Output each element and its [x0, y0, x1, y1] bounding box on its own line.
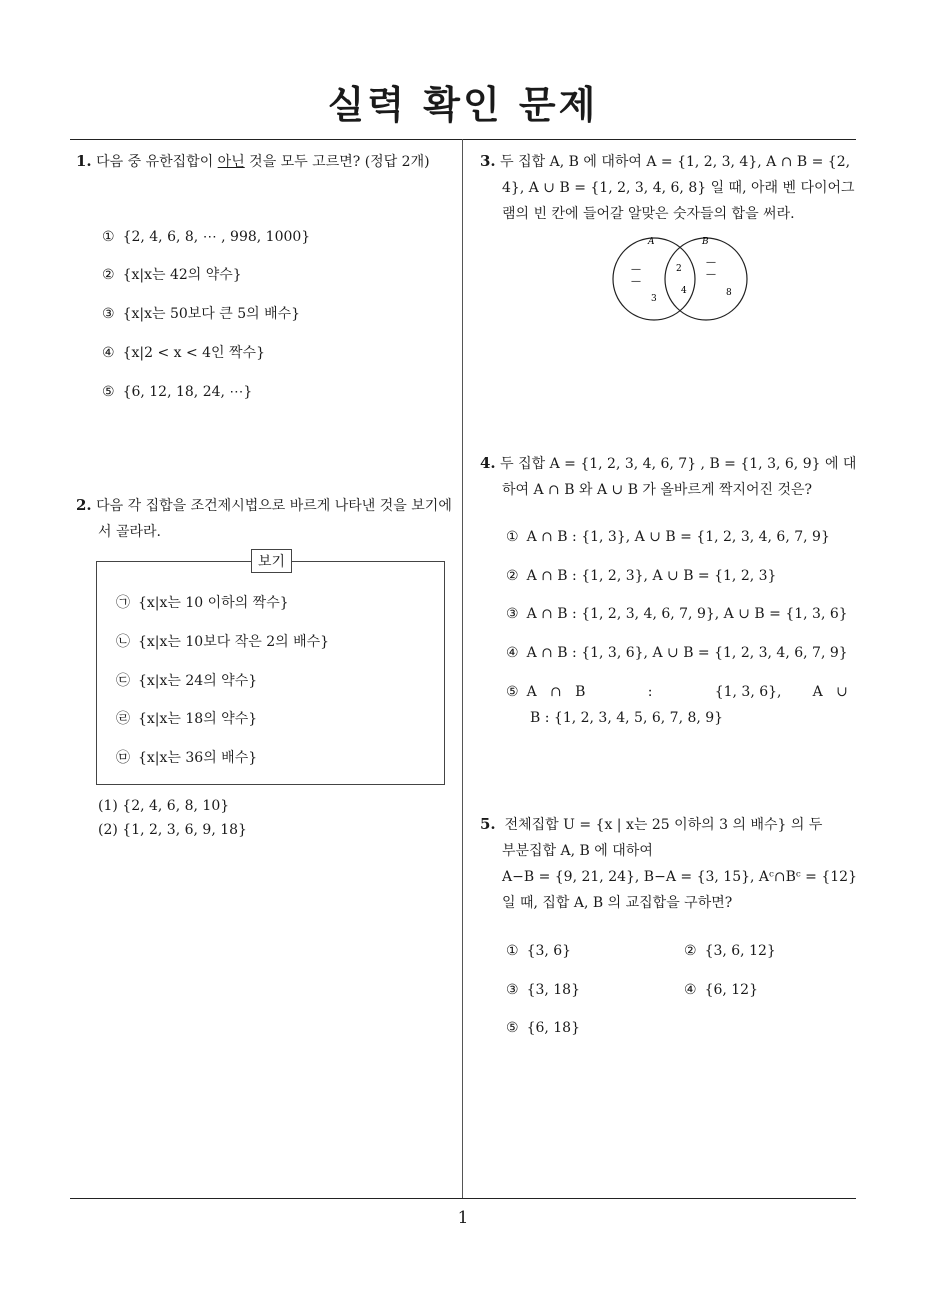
problem-5-line-4: 일 때, 집합 A, B 의 교집합을 구하면?	[502, 895, 733, 911]
problem-4-stem: 4. 두 집합 A = {1, 2, 3, 4, 6, 7} , B = {1, 3, 6, 9} 에 대하여 A ∩ B 와 A ∪ B 가 올바르게 짝지어진 것은?	[480, 454, 857, 498]
page-title: 실력 확인 문제	[327, 83, 599, 127]
problem-5-line-3: A−B = {9, 21, 24}, B−A = {3, 15}, Aᶜ∩Bᶜ = {12}	[502, 869, 857, 885]
venn-circle-a	[613, 238, 695, 320]
problem-5-choice-5[interactable]: ⑤ {6, 18}	[506, 1020, 580, 1036]
problem-4-choice-3[interactable]: ③ A ∩ B : {1, 2, 3, 4, 6, 7, 9}, A ∪ B = {1, 3, 6}	[506, 606, 848, 622]
problem-number: 2.	[76, 496, 92, 514]
answer-line-1: (1) {2, 4, 6, 8, 10}	[98, 798, 230, 814]
venn-blank-b2: —	[706, 269, 716, 280]
venn-blank-a2: —	[631, 276, 641, 287]
problem-1-choice-4[interactable]: ④ {x|2 < x < 4인 짝수}	[102, 345, 265, 361]
problem-5-choice-1[interactable]: ① {3, 6}	[506, 943, 572, 959]
problem-1	[76, 148, 460, 175]
problem-number: 4.	[480, 454, 496, 472]
top-rule	[70, 139, 856, 140]
bogi-label: 보기	[251, 549, 292, 573]
problem-5-line-1: 5. 전체집합 U = {x | x는 25 이하의 3 의 배수} 의 두	[480, 815, 823, 833]
venn-label-b: B	[702, 237, 709, 247]
venn-value-intersection-bottom: 4	[681, 286, 687, 296]
bogi-item-3: ㉢ {x|x는 24의 약수}	[116, 673, 258, 689]
bottom-rule	[70, 1198, 856, 1199]
problem-1-choice-5[interactable]: ⑤ {6, 12, 18, 24, ⋯}	[102, 384, 253, 400]
bogi-item-2: ㉡ {x|x는 10보다 작은 2의 배수}	[116, 634, 330, 650]
problem-2-answers	[98, 794, 247, 842]
venn-label-a: A	[648, 237, 655, 247]
problem-4-choice-2[interactable]: ② A ∩ B : {1, 2, 3}, A ∪ B = {1, 2, 3}	[506, 568, 777, 584]
problem-5-line-2: 부분집합 A, B 에 대하여	[502, 843, 653, 859]
problem-5-choice-3[interactable]: ③ {3, 18}	[506, 982, 580, 998]
venn-value-a-only: 3	[651, 294, 657, 304]
problem-3-stem: 3. 두 집합 A, B 에 대하여 A = {1, 2, 3, 4}, A ∩ B = {2, 4}, A ∪ B = {1, 2, 3, 4, 6, 8} 일 때, 아래 벤 다이어그램의 빈 칸에 들어갈 알맞은 숫자들의 합을 써라.	[480, 152, 855, 222]
venn-value-b-only: 8	[726, 288, 732, 298]
problem-number: 3.	[480, 152, 496, 170]
problem-2-stem: 2. 다음 각 집합을 조건제시법으로 바르게 나타낸 것을 보기에서 골라라.	[76, 496, 452, 540]
problem-number: 5.	[480, 815, 496, 833]
problem-2	[76, 492, 460, 545]
emphasis-underline: 아닌	[217, 154, 245, 170]
problem-1-choice-1[interactable]: ① {2, 4, 6, 8, ⋯ , 998, 1000}	[102, 229, 311, 245]
venn-blank-a1: —	[631, 264, 641, 275]
problem-number: 1.	[76, 152, 92, 170]
page-number: 1	[457, 1208, 469, 1228]
answer-line-2: (2) {1, 2, 3, 6, 9, 18}	[98, 822, 247, 838]
venn-value-intersection-top: 2	[676, 264, 682, 274]
problem-4	[480, 450, 860, 503]
problem-5	[480, 811, 860, 916]
problem-3	[480, 148, 860, 227]
bogi-item-4: ㉣ {x|x는 18의 약수}	[116, 711, 258, 727]
venn-diagram	[600, 230, 760, 325]
problem-1-stem: 1. 다음 중 유한집합이 아닌 것을 모두 고르면? (정답 2개)	[76, 152, 430, 170]
problem-4-choice-5[interactable]: ⑤ A ∩ B : {1, 3, 6}, A ∪	[506, 684, 848, 700]
venn-blank-b1: —	[706, 257, 716, 268]
problem-4-choice-1[interactable]: ① A ∩ B : {1, 3}, A ∪ B = {1, 2, 3, 4, 6, 7, 9}	[506, 529, 830, 545]
problem-5-choice-2[interactable]: ② {3, 6, 12}	[684, 943, 776, 959]
problem-5-choice-4[interactable]: ④ {6, 12}	[684, 982, 758, 998]
bogi-item-5: ㉤ {x|x는 36의 배수}	[116, 750, 258, 766]
column-divider	[462, 139, 463, 1199]
problem-1-choice-2[interactable]: ② {x|x는 42의 약수}	[102, 267, 242, 283]
problem-4-choice-5-cont: B : {1, 2, 3, 4, 5, 6, 7, 8, 9}	[530, 710, 724, 726]
problem-1-choice-3[interactable]: ③ {x|x는 50보다 큰 5의 배수}	[102, 306, 301, 322]
problem-4-choice-4[interactable]: ④ A ∩ B : {1, 3, 6}, A ∪ B = {1, 2, 3, 4, 6, 7, 9}	[506, 645, 848, 661]
bogi-item-1: ㉠ {x|x는 10 이하의 짝수}	[116, 595, 289, 611]
